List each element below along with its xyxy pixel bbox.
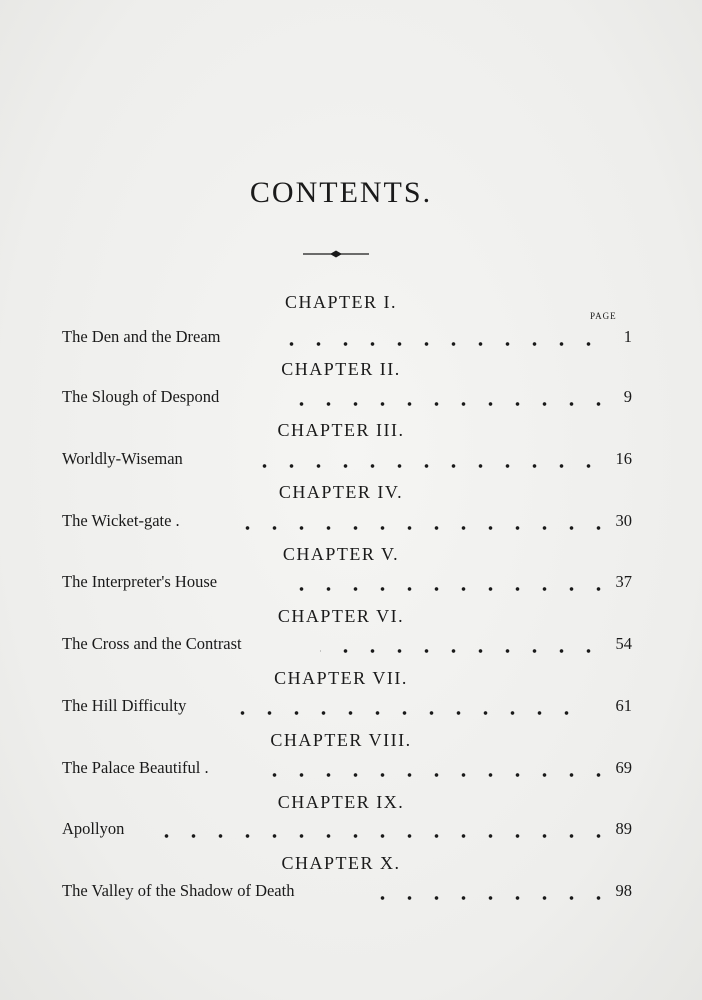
entry-title: Worldly-Wiseman — [62, 449, 183, 468]
dot-leader — [280, 401, 612, 407]
toc-entry[interactable] — [62, 634, 632, 658]
dot-leader — [320, 648, 602, 654]
dot-leader — [280, 586, 612, 592]
toc-entry[interactable] — [62, 449, 632, 473]
entry-title: The Slough of Despond — [62, 387, 220, 406]
toc-entry[interactable] — [62, 696, 632, 720]
dot-leader — [240, 710, 580, 716]
chapter-heading: CHAPTER IX. — [277, 792, 405, 812]
entry-page-number: 69 — [615, 758, 632, 777]
entry-page-number: 9 — [623, 387, 632, 406]
chapter-heading: CHAPTER I. — [284, 292, 397, 312]
toc-entry[interactable] — [62, 387, 632, 411]
toc-entry[interactable] — [62, 881, 632, 905]
chapter-heading: CHAPTER VI. — [277, 606, 405, 626]
dot-leader — [362, 895, 612, 901]
entry-title: The Valley of the Shadow of Death — [62, 881, 295, 900]
chapter-heading: CHAPTER VIII. — [270, 730, 412, 750]
entry-page-number: 54 — [615, 634, 632, 653]
entry-title: Apollyon — [62, 819, 125, 838]
entry-page-number: 89 — [615, 819, 632, 838]
entry-title: The Cross and the Contrast — [62, 634, 242, 653]
dot-leader — [262, 772, 612, 778]
entry-title: The Den and the Dream — [62, 327, 221, 346]
chapter-heading: CHAPTER IV. — [278, 482, 404, 502]
ornament-divider-icon — [303, 244, 369, 264]
chapter-heading: CHAPTER VII. — [274, 668, 408, 688]
toc-entry[interactable] — [62, 572, 632, 596]
toc-entry[interactable] — [62, 819, 632, 843]
chapter-heading: CHAPTER III. — [277, 420, 405, 440]
entry-title: The Palace Beautiful . — [62, 758, 209, 777]
toc-entry[interactable] — [62, 327, 632, 351]
entry-page-number: 98 — [615, 881, 632, 900]
page-title: CONTENTS. — [249, 176, 433, 209]
entry-page-number: 30 — [615, 511, 632, 530]
chapter-heading: CHAPTER V. — [282, 544, 400, 564]
dot-leader — [150, 833, 612, 839]
entry-page-number: 61 — [615, 696, 632, 715]
dot-leader — [240, 463, 602, 469]
chapter-heading: CHAPTER X. — [281, 853, 401, 873]
chapter-heading: CHAPTER II. — [281, 359, 401, 379]
entry-page-number: 37 — [615, 572, 632, 591]
dot-leader — [232, 525, 612, 531]
page-column-label: PAGE — [590, 311, 617, 321]
entry-page-number: 16 — [615, 449, 632, 468]
toc-entry[interactable] — [62, 511, 632, 535]
entry-title: The Interpreter's House — [62, 572, 218, 591]
toc-entry[interactable] — [62, 758, 632, 782]
dot-leader — [277, 341, 602, 347]
entry-title: The Hill Difficulty — [62, 696, 187, 715]
entry-title: The Wicket-gate . — [62, 511, 180, 530]
entry-page-number: 1 — [623, 327, 632, 346]
